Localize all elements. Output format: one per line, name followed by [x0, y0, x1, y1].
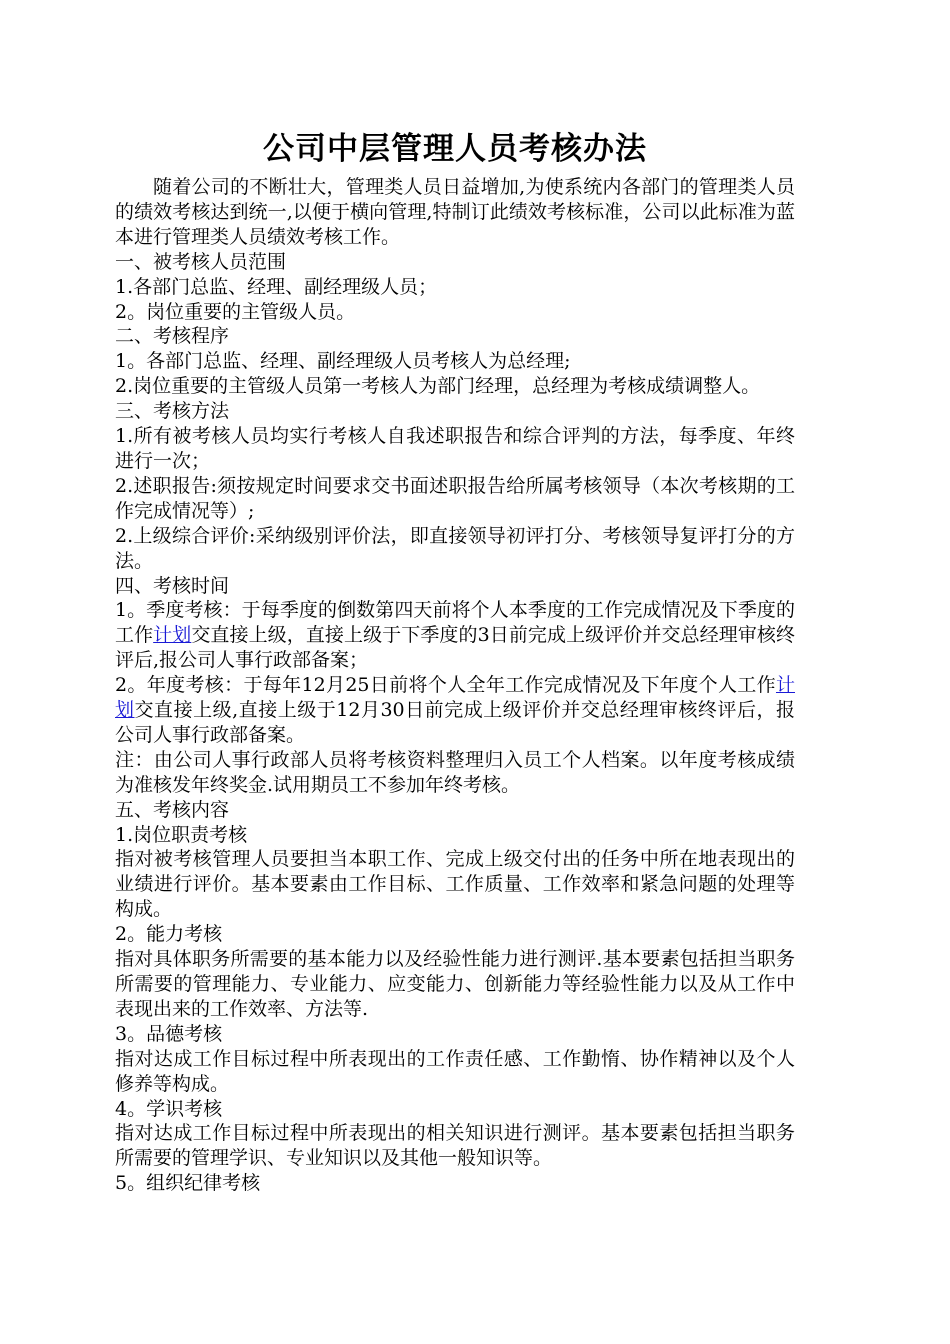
procedure-item-1: 1。各部门总监、经理、副经理级人员考核人为总经理; — [115, 350, 571, 373]
content-item-3: 3。品德考核 — [115, 1022, 223, 1045]
plan-link[interactable]: 计划 — [153, 624, 192, 647]
section-heading-scope: 一、被考核人员范围 — [115, 250, 287, 273]
method-item-1: 1.所有被考核人员均实行考核人自我述职报告和综合评判的方法，每季度、年终进行一次； — [115, 425, 795, 472]
intro-paragraph: 随着公司的不断壮大，管理类人员日益增加,为使系统内各部门的管理类人员的绩效考核达到统一,以便于横向管理,特制订此绩效考核标准，公司以此标准为蓝本进行管理类人员绩效考核工作。 — [115, 176, 795, 248]
scope-item-1: 1.各部门总监、经理、副经理级人员； — [115, 275, 438, 298]
timing-item-2-text-a: 2。年度考核：于每年12月25日前将个人全年工作完成情况及下年度个人工作 — [115, 674, 776, 697]
scope-item-2: 2。岗位重要的主管级人员。 — [115, 300, 356, 323]
content-item-3-desc: 指对达成工作目标过程中所表现出的工作责任感、工作勤惰、协作精神以及个人修养等构成。 — [115, 1047, 795, 1095]
procedure-item-2: 2.岗位重要的主管级人员第一考核人为部门经理，总经理为考核成绩调整人。 — [115, 375, 761, 398]
section-heading-content: 五、考核内容 — [115, 798, 230, 821]
timing-item-1 — [115, 598, 795, 673]
timing-item-1-text-a: 1。季度考核：于每季度的倒数第四天前将个人本季度的工作完成情况及下季度的工作 — [115, 599, 795, 647]
timing-item-2-text-b: 交直接上级,直接上级于12月30日前完成上级评价并交总经理审核终评后，报公司人事行政部备案。 — [115, 699, 795, 746]
content-item-1-desc: 指对被考核管理人员要担当本职工作、完成上级交付出的任务中所在地表现出的业绩进行评价。基本要素由工作目标、工作质量、工作效率和紧急问题的处理等构成。 — [115, 848, 795, 921]
section-heading-method: 三、考核方法 — [115, 400, 230, 423]
document-title: 公司中层管理人员考核办法 — [263, 131, 647, 167]
section-heading-procedure: 二、考核程序 — [115, 325, 230, 348]
content-item-4-desc: 指对达成工作目标过程中所表现出的相关知识进行测评。基本要素包括担当职务所需要的管理学识、专业知识以及其他一般知识等。 — [115, 1122, 795, 1170]
content-item-5: 5。组织纪律考核 — [115, 1172, 261, 1195]
timing-item-2 — [115, 673, 795, 748]
timing-note: 注：由公司人事行政部人员将考核资料整理归入员工个人档案。以年度考核成绩为准核发年终奖金.试用期员工不参加年终考核。 — [115, 748, 795, 796]
method-item-2: 2.述职报告:须按规定时间要求交书面述职报告给所属考核领导（本次考核期的工作完成情况等）; — [115, 474, 795, 522]
content-item-2-desc: 指对具体职务所需要的基本能力以及经验性能力进行测评.基本要素包括担当职务所需要的管理能力、专业能力、应变能力、创新能力等经验性能力以及从工作中表现出来的工作效率、方法等. — [115, 948, 795, 1020]
content-item-1: 1.岗位职责考核 — [115, 823, 248, 846]
timing-item-1-text-b: 交直接上级，直接上级于下季度的3日前完成上级评价并交总经理审核终评后,报公司人事行政部备案； — [115, 624, 795, 672]
content-item-2: 2。能力考核 — [115, 923, 223, 946]
method-item-3: 2.上级综合评价:采纳级别评价法，即直接领导初评打分、考核领导复评打分的方法。 — [115, 524, 795, 572]
plan-link-2[interactable]: 计划 — [115, 674, 795, 722]
document-page — [115, 128, 795, 1196]
content-item-4: 4。学识考核 — [115, 1097, 223, 1120]
section-heading-timing: 四、考核时间 — [115, 574, 230, 597]
